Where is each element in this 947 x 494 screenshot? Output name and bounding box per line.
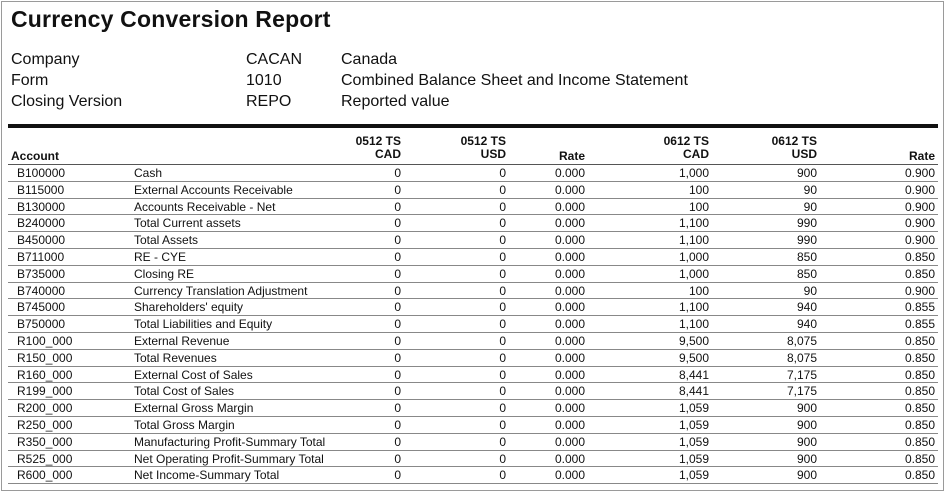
table-row [8,383,938,400]
value-0612-usd: 90 [803,283,817,298]
header-rate-1: Rate [558,149,585,163]
header-c1-line2: CAD [375,147,401,161]
account-cell: B240000 [17,216,66,231]
description-cell: Accounts Receivable - Net [134,199,276,214]
value-0512-usd: 0 [499,401,506,416]
rate-0512: 0.000 [554,249,585,264]
rate-0612: 0.855 [904,317,935,332]
value-0612-usd: 900 [796,401,817,416]
account-cell: B115000 [17,182,65,197]
header-c2-line2: USD [480,147,506,161]
meta-label: Form [11,72,49,89]
value-0612-cad: 100 [688,182,709,197]
description-cell: Total Revenues [134,350,217,365]
value-0612-cad: 1,100 [678,317,709,332]
table-row [8,467,938,484]
rate-0512: 0.000 [554,451,585,466]
rate-0512: 0.000 [554,199,585,214]
value-0612-usd: 900 [796,451,817,466]
account-cell: R150_000 [17,350,73,365]
table-row [8,350,938,367]
rate-0512: 0.000 [554,283,585,298]
rate-0512: 0.000 [554,216,585,231]
value-0512-usd: 0 [499,199,506,214]
value-0612-usd: 90 [803,182,817,197]
account-cell: B735000 [17,266,66,281]
value-0512-usd: 0 [499,233,506,248]
value-0612-cad: 100 [688,199,709,214]
value-0512-cad: 0 [394,182,401,197]
rate-0612: 0.900 [904,182,935,197]
meta-label: Company [11,51,80,68]
value-0512-cad: 0 [394,417,401,432]
description-cell: Manufacturing Profit-Summary Total [134,434,326,449]
report-title: Currency Conversion Report [11,6,331,32]
value-0512-usd: 0 [499,283,506,298]
description-cell: Closing RE [134,266,195,281]
table-row [8,215,938,232]
value-0612-cad: 1,059 [678,451,709,466]
value-0612-cad: 1,100 [678,216,709,231]
value-0612-usd: 900 [796,468,817,483]
table-row [8,299,938,316]
rate-0612: 0.850 [904,367,935,382]
account-cell: B130000 [17,199,66,214]
value-0512-usd: 0 [499,350,506,365]
rate-0512: 0.000 [554,300,585,315]
rate-0512: 0.000 [554,350,585,365]
rate-0512: 0.000 [554,317,585,332]
value-0612-usd: 850 [796,249,817,264]
description-cell: Shareholders' equity [134,300,244,315]
value-0512-cad: 0 [394,333,401,348]
value-0512-cad: 0 [394,266,401,281]
description-cell: Total Liabilities and Equity [134,317,273,332]
table-row [8,182,938,199]
description-cell: External Cost of Sales [134,367,253,382]
rate-0612: 0.900 [904,199,935,214]
value-0612-cad: 1,100 [678,233,709,248]
meta-desc: Canada [341,51,398,68]
header-c4-line2: CAD [683,147,709,161]
rate-0512: 0.000 [554,434,585,449]
rate-0612: 0.850 [904,401,935,416]
account-cell: B740000 [17,283,66,298]
description-cell: Cash [134,166,163,180]
rate-0612: 0.850 [904,451,935,466]
value-0512-cad: 0 [394,300,401,315]
account-cell: R250_000 [17,417,73,432]
value-0612-cad: 8,441 [678,367,709,382]
account-cell: B711000 [17,249,65,264]
value-0512-cad: 0 [394,468,401,483]
value-0612-usd: 850 [796,266,817,281]
value-0612-usd: 8,075 [786,350,817,365]
value-0512-cad: 0 [394,350,401,365]
meta-label: Closing Version [11,93,123,110]
description-cell: Currency Translation Adjustment [134,283,308,298]
value-0512-cad: 0 [394,317,401,332]
description-cell: Total Cost of Sales [134,384,235,399]
table-row [8,316,938,333]
rate-0512: 0.000 [554,384,585,399]
header-divider [8,124,938,128]
table-row [8,333,938,350]
value-0612-usd: 7,175 [786,367,817,382]
description-cell: External Revenue [134,333,230,348]
value-0512-cad: 0 [394,384,401,399]
description-cell: Net Income-Summary Total [134,468,280,483]
value-0512-cad: 0 [394,199,401,214]
description-cell: Net Operating Profit-Summary Total [134,451,324,466]
rate-0612: 0.850 [904,266,935,281]
value-0512-usd: 0 [499,216,506,231]
header-c2-line1: 0512 TS [460,134,506,148]
rate-0512: 0.000 [554,182,585,197]
description-cell: Total Current assets [134,216,241,231]
value-0512-usd: 0 [499,468,506,483]
account-cell: B750000 [17,317,66,332]
table-row [8,249,938,266]
account-cell: R160_000 [17,367,73,382]
account-cell: B100000 [17,166,66,180]
rate-0512: 0.000 [554,401,585,416]
value-0512-cad: 0 [394,283,401,298]
header-account: Account [11,149,59,163]
value-0612-cad: 1,000 [678,266,709,281]
value-0512-usd: 0 [499,300,506,315]
header-rate-2: Rate [908,149,935,163]
value-0512-usd: 0 [499,266,506,281]
value-0512-cad: 0 [394,216,401,231]
rate-0612: 0.850 [904,417,935,432]
value-0612-cad: 1,000 [678,166,709,180]
header-c5-line2: USD [791,147,817,161]
value-0612-usd: 940 [796,317,817,332]
description-cell: External Gross Margin [134,401,254,416]
rate-0612: 0.850 [904,350,935,365]
value-0512-cad: 0 [394,367,401,382]
rate-0612: 0.850 [904,468,935,483]
rate-0612: 0.900 [904,283,935,298]
value-0512-usd: 0 [499,417,506,432]
description-cell: RE - CYE [134,249,187,264]
value-0512-usd: 0 [499,166,506,180]
value-0612-usd: 7,175 [786,384,817,399]
table-row [8,283,938,300]
report-table-body [8,165,938,484]
rate-0512: 0.000 [554,233,585,248]
account-cell: R525_000 [17,451,73,466]
account-cell: R600_000 [17,468,73,483]
value-0612-cad: 9,500 [678,350,709,365]
rate-0612: 0.900 [904,233,935,248]
rate-0512: 0.000 [554,333,585,348]
header-c4-line1: 0612 TS [663,134,709,148]
rate-0512: 0.000 [554,417,585,432]
value-0612-usd: 940 [796,300,817,315]
rate-0612: 0.850 [904,434,935,449]
meta-code: CACAN [246,51,303,68]
value-0612-usd: 8,075 [786,333,817,348]
account-cell: R100_000 [17,333,73,348]
value-0512-usd: 0 [499,333,506,348]
value-0612-usd: 990 [796,216,817,231]
value-0612-cad: 1,100 [678,300,709,315]
value-0512-usd: 0 [499,384,506,399]
table-row [8,434,938,451]
meta-desc: Combined Balance Sheet and Income Statement [341,72,688,89]
table-row [8,417,938,434]
value-0612-cad: 100 [688,283,709,298]
value-0512-usd: 0 [499,317,506,332]
rate-0512: 0.000 [554,367,585,382]
table-row [8,451,938,468]
table-row [8,165,938,182]
description-cell: External Accounts Receivable [134,182,293,197]
value-0512-usd: 0 [499,451,506,466]
value-0612-cad: 1,059 [678,434,709,449]
table-row [8,199,938,216]
table-row [8,266,938,283]
value-0612-cad: 1,059 [678,417,709,432]
value-0612-cad: 1,059 [678,401,709,416]
account-cell: B745000 [17,300,66,315]
account-cell: R350_000 [17,434,73,449]
value-0512-usd: 0 [499,249,506,264]
value-0612-cad: 1,000 [678,249,709,264]
meta-desc: Reported value [341,93,450,110]
value-0512-usd: 0 [499,434,506,449]
account-cell: R199_000 [17,384,73,399]
meta-code: REPO [246,93,292,110]
rate-0612: 0.850 [904,384,935,399]
account-cell: B450000 [17,233,66,248]
description-cell: Total Gross Margin [134,417,235,432]
account-cell: R200_000 [17,401,73,416]
value-0512-cad: 0 [394,434,401,449]
description-cell: Total Assets [134,233,199,248]
rate-0512: 0.000 [554,468,585,483]
value-0512-usd: 0 [499,182,506,197]
value-0612-cad: 9,500 [678,333,709,348]
value-0612-usd: 900 [796,434,817,449]
table-row [8,232,938,249]
value-0612-usd: 900 [796,166,817,180]
rate-0512: 0.000 [554,166,585,180]
rate-0612: 0.855 [904,300,935,315]
header-c5-line1: 0612 TS [771,134,817,148]
value-0512-cad: 0 [394,451,401,466]
rate-0612: 0.850 [904,249,935,264]
rate-0612: 0.850 [904,333,935,348]
value-0512-cad: 0 [394,401,401,416]
rate-0612: 0.900 [904,216,935,231]
value-0512-cad: 0 [394,249,401,264]
value-0612-cad: 1,059 [678,468,709,483]
value-0512-usd: 0 [499,367,506,382]
table-row [8,367,938,384]
value-0612-usd: 900 [796,417,817,432]
table-row [8,400,938,417]
rate-0512: 0.000 [554,266,585,281]
header-c1-line1: 0512 TS [355,134,401,148]
value-0612-usd: 90 [803,199,817,214]
value-0512-cad: 0 [394,166,401,180]
value-0612-cad: 8,441 [678,384,709,399]
meta-code: 1010 [246,72,282,89]
value-0512-cad: 0 [394,233,401,248]
value-0612-usd: 990 [796,233,817,248]
rate-0612: 0.900 [904,166,935,180]
